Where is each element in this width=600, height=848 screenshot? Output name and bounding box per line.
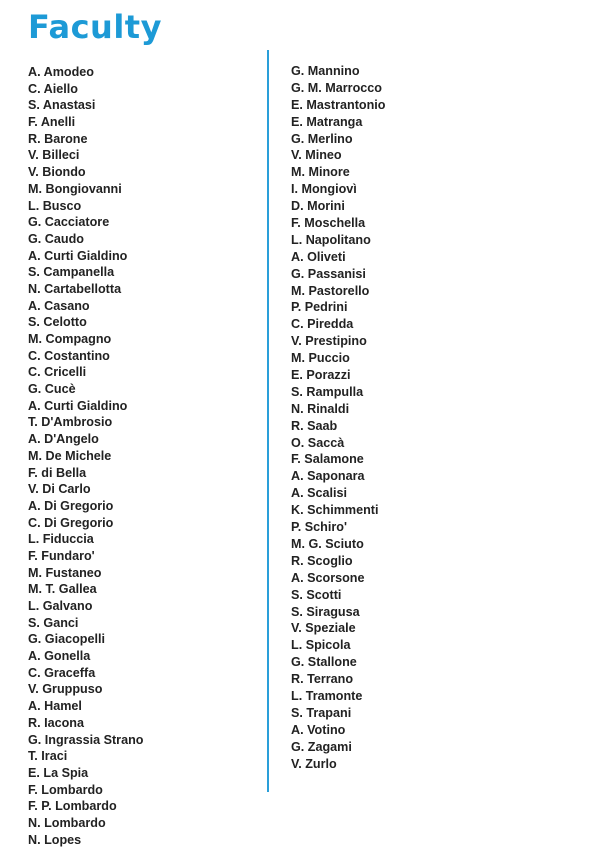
faculty-name: A. Amodeo <box>28 65 95 79</box>
faculty-name: G. Giacopelli <box>28 632 105 647</box>
faculty-name: T. Iraci <box>28 749 68 764</box>
faculty-name: A. Curti Gialdino <box>28 398 128 413</box>
faculty-name: K. Schimmenti <box>291 503 379 518</box>
faculty-name: F. Moschella <box>291 216 366 231</box>
faculty-name: A. Saponara <box>291 469 365 484</box>
faculty-name: A. Gonella <box>28 649 91 664</box>
faculty-name: E. Porazzi <box>291 368 351 383</box>
faculty-name: A. Casano <box>28 298 90 313</box>
faculty-name: R. Iacona <box>28 715 84 730</box>
faculty-name: A. Curti Gialdino <box>28 248 128 263</box>
faculty-name: C. Aiello <box>28 81 78 96</box>
faculty-list-left <box>28 64 143 848</box>
column-divider <box>267 50 269 792</box>
faculty-name: S. Celotto <box>28 315 87 330</box>
faculty-name: V. Mineo <box>291 148 342 163</box>
faculty-name: N. Lombardo <box>28 815 106 830</box>
faculty-name: A. Di Gregorio <box>28 498 114 513</box>
faculty-name: S. Siragusa <box>291 604 360 619</box>
faculty-name: R. Scoglio <box>291 553 353 568</box>
faculty-name: M. Fustaneo <box>28 565 102 580</box>
faculty-name: E. La Spia <box>28 765 89 780</box>
faculty-name: A. Scalisi <box>291 486 348 501</box>
faculty-name: F. Lombardo <box>28 782 103 797</box>
faculty-name: S. Trapani <box>291 705 352 720</box>
faculty-name: L. Busco <box>28 198 82 213</box>
faculty-name: R. Barone <box>28 131 88 146</box>
faculty-name: M. De Michele <box>28 448 112 463</box>
faculty-name: M. G. Sciuto <box>291 536 364 551</box>
faculty-name: G. Merlino <box>291 131 353 146</box>
faculty-name: C. Cricelli <box>28 365 87 380</box>
faculty-name: P. Schiro' <box>291 520 347 535</box>
faculty-name: M. Compagno <box>28 332 112 346</box>
faculty-name: C. Graceffa <box>28 665 96 680</box>
faculty-name: A. Scorsone <box>291 570 365 585</box>
faculty-name: M. Bongiovanni <box>28 181 122 196</box>
faculty-name: F. Fundaro' <box>28 548 95 563</box>
faculty-name: I. Mongiovì <box>291 182 357 197</box>
faculty-name: E. Mastrantonio <box>291 97 386 112</box>
faculty-name: F. P. Lombardo <box>28 799 117 814</box>
faculty-name: C. Costantino <box>28 348 110 363</box>
faculty-name: A. Hamel <box>28 699 82 714</box>
faculty-name: S. Rampulla <box>291 384 364 399</box>
faculty-name: S. Anastasi <box>28 98 96 113</box>
faculty-name: S. Scotti <box>291 587 342 602</box>
faculty-name: F. Anelli <box>28 115 76 130</box>
faculty-name: R. Terrano <box>291 672 354 687</box>
faculty-name: L. Fiduccia <box>28 532 94 547</box>
faculty-name: V. Billeci <box>28 148 80 163</box>
faculty-name: E. Matranga <box>291 114 363 129</box>
faculty-name: V. Zurlo <box>291 756 337 771</box>
faculty-name: A. Oliveti <box>291 249 346 264</box>
faculty-name: M. Minore <box>291 165 350 180</box>
faculty-name: O. Saccà <box>291 435 345 450</box>
faculty-name: G. Mannino <box>291 64 360 78</box>
faculty-name: F. Salamone <box>291 452 364 467</box>
faculty-name: V. Biondo <box>28 165 86 180</box>
faculty-name: M. Pastorello <box>291 283 370 298</box>
faculty-name: C. Piredda <box>291 317 354 332</box>
faculty-name: C. Di Gregorio <box>28 515 114 530</box>
faculty-name: N. Cartabellotta <box>28 281 122 296</box>
faculty-name: A. D'Angelo <box>28 432 99 447</box>
faculty-name: L. Spicola <box>291 638 351 653</box>
faculty-name: R. Saab <box>291 418 338 433</box>
faculty-name: G. Cacciatore <box>28 215 110 230</box>
faculty-name: A. Votino <box>291 722 346 737</box>
faculty-name: G. Caudo <box>28 231 84 246</box>
faculty-name: D. Morini <box>291 199 345 214</box>
faculty-name: T. D'Ambrosio <box>28 415 113 430</box>
faculty-name: M. T. Gallea <box>28 582 97 597</box>
faculty-name: F. di Bella <box>28 465 87 480</box>
faculty-name: N. Rinaldi <box>291 401 350 416</box>
faculty-name: V. Speziale <box>291 621 356 636</box>
faculty-name: V. Gruppuso <box>28 682 103 697</box>
faculty-name: V. Prestipino <box>291 334 367 349</box>
faculty-name: G. Zagami <box>291 739 352 754</box>
faculty-name: G. Cucè <box>28 382 76 397</box>
faculty-name: P. Pedrini <box>291 300 348 315</box>
faculty-list-right <box>291 63 385 772</box>
faculty-name: G. Passanisi <box>291 266 366 281</box>
faculty-name: L. Galvano <box>28 599 93 613</box>
faculty-name: L. Napolitano <box>291 232 371 247</box>
faculty-name: M. Puccio <box>291 351 350 366</box>
faculty-name: V. Di Carlo <box>28 482 91 497</box>
faculty-name: G. Ingrassia Strano <box>28 732 144 747</box>
faculty-name: L. Tramonte <box>291 688 363 703</box>
faculty-name: N. Lopes <box>28 832 82 847</box>
faculty-name: S. Ganci <box>28 615 79 630</box>
faculty-name: G. M. Marrocco <box>291 80 382 95</box>
page-title: Faculty <box>28 8 162 46</box>
faculty-name: S. Campanella <box>28 265 115 280</box>
faculty-name: G. Stallone <box>291 655 357 670</box>
